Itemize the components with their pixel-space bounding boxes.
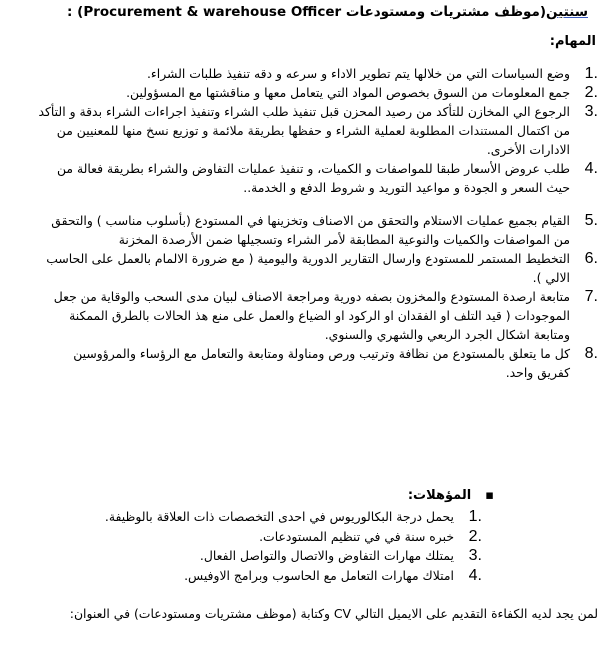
qualification-item <box>52 507 482 527</box>
item-text: الرجوع الي المخازن للتأكد من رصيد المحزن قبل تنفيذ طلب الشراء وتنفيذ اجراءات الشراء بدقة و التأكد من اكتمال المستندات المطلوبة لعملية الشراء و حفظها بطريقة ملائمة و توزيع نسخ منها للمعنيين من الادارات الأخرى. <box>38 104 570 157</box>
item-number: 3. <box>584 103 598 120</box>
tasks-list <box>38 64 598 382</box>
item-text: التخطيط المستمر للمستودع وارسال التقارير الدورية واليومية ( مع ضرورة الالمام بالعمل على الحاسب الالي ). <box>46 251 570 285</box>
item-number: 6. <box>584 250 598 267</box>
application-instructions: لمن يجد لديه الكفاءة التقديم على الايميل التالي CV وكتابة (موظف مشتريات ومستودعات) في العنوان: <box>69 606 598 621</box>
page-title <box>67 4 588 20</box>
item-number: 7. <box>584 288 598 305</box>
tasks-heading: المهام: <box>549 34 596 49</box>
item-text: جمع المعلومات من السوق بخصوص المواد التي يتعامل معها و مناقشتها مع المسؤولين. <box>126 85 570 100</box>
qualifications-list <box>52 507 482 585</box>
item-text: خبره سنة في في تنظيم المستودعات. <box>259 528 454 544</box>
item-text: يمتلك مهارات التفاوض والاتصال والتواصل الفعال. <box>199 548 454 563</box>
item-number: 4. <box>468 566 482 584</box>
item-number: 1. <box>584 65 598 82</box>
item-number: 2. <box>584 84 598 101</box>
task-item <box>38 83 598 102</box>
qualifications-heading <box>408 488 494 503</box>
qualification-item <box>52 527 482 547</box>
qualification-item <box>52 566 482 586</box>
task-item <box>38 287 598 344</box>
item-text: القيام بجميع عمليات الاستلام والتحقق من الاصناف وتخزينها في المستودع (بأسلوب مناسب ) والتحقق من المواصفات والكميات والنوعية المطابقة لأمر الشراء وتسجيلها ضمن الأرصدة المخزنة <box>51 213 570 247</box>
task-item <box>38 211 598 249</box>
task-item <box>38 102 598 159</box>
item-number: 3. <box>468 547 482 564</box>
title-prefix: سنتين <box>546 4 588 20</box>
qualifications-heading-text: المؤهلات: <box>407 488 472 503</box>
item-text: كل ما يتعلق بالمستودع من نظافة وترتيب ورص ومناولة ومتابعة والتعامل مع الرؤساء والمرؤوسين كفريق واحد. <box>73 346 570 380</box>
item-number: 2. <box>468 527 482 545</box>
item-text: متابعة ارصدة المستودع والمخزون بصفه دورية ومراجعة الاصناف لبيان مدى السحب والوقاية من جعل الموجودات ( قيد التلف او الفقدان او الركود او الضياع والعمل على منع هذ الحالات بالطرق الممكنة ومتابعة اشكال الجرد الربعي والشهري والسنوي. <box>53 289 570 342</box>
item-text: يحمل درجة البكالوريوس في احدى التخصصات ذات العلاقة بالوظيفة. <box>104 509 454 524</box>
item-text: امتلاك مهارات التعامل مع الحاسوب وبرامج الاوفيس. <box>184 567 454 583</box>
item-number: 8. <box>584 345 598 362</box>
item-text: وضع السياسات التي من خلالها يتم تطوير الاداء و سرعه و دقه تنفيذ طلبات الشراء. <box>146 66 570 81</box>
item-text: طلب عروض الأسعار طبقا للمواصفات و الكميات، و تنفيذ عمليات التفاوض والشراء بطريقة فعالة من حيث السعر و الجودة و مواعيد التوريد و شروط الدفع و الخدمة.. <box>56 161 570 195</box>
item-number: 4. <box>584 160 598 177</box>
task-item <box>38 159 598 197</box>
bullet-icon: ▪ <box>485 488 494 503</box>
item-number: 5. <box>584 212 598 229</box>
task-item <box>38 344 598 382</box>
item-number: 1. <box>468 508 482 525</box>
task-item <box>38 249 598 287</box>
task-item <box>38 64 598 83</box>
title-text: (موظف مشتريات ومستودعات Procurement & warehouse Officer) : <box>67 4 547 20</box>
qualification-item <box>52 546 482 566</box>
